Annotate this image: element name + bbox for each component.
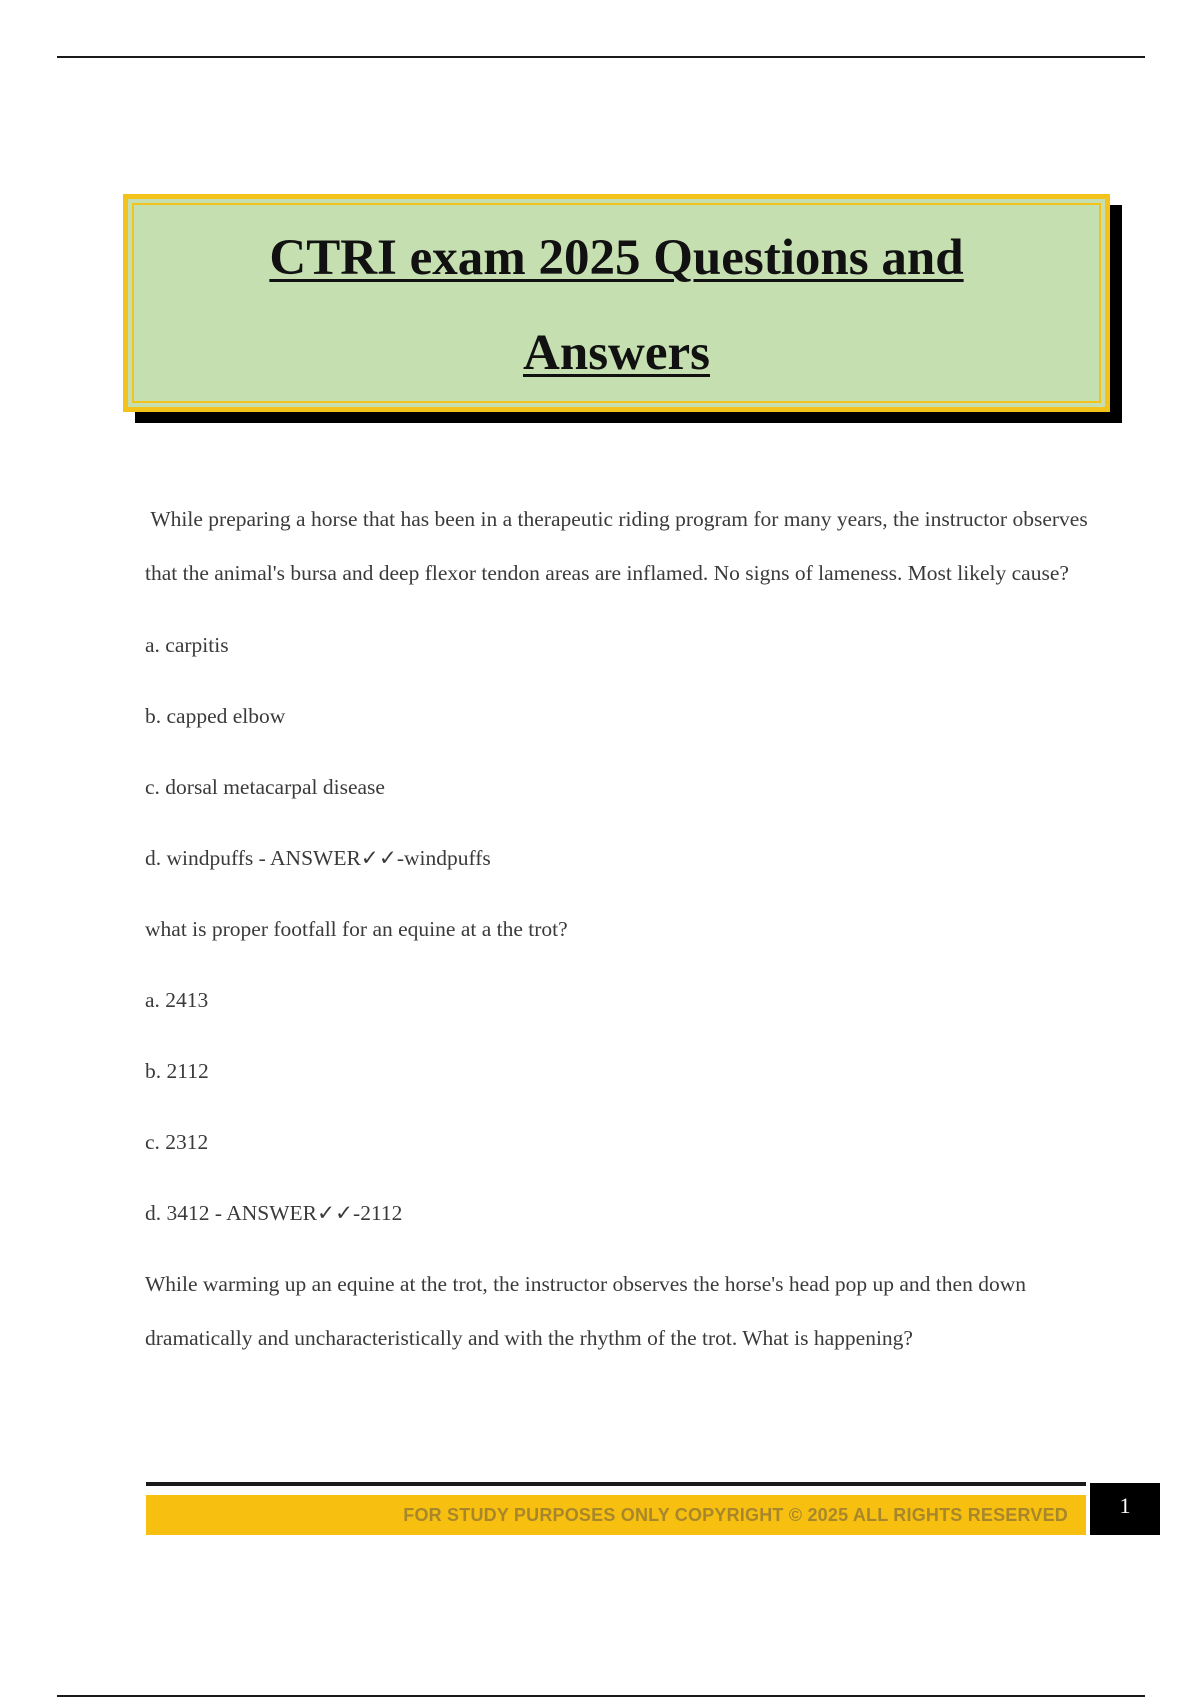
answer-option-with-key: d. 3412 - ANSWER✓✓-2112 — [145, 1201, 403, 1225]
answer-option: c. dorsal metacarpal disease — [145, 775, 385, 799]
question-list — [145, 492, 1095, 1365]
page-number: 1 — [1090, 1483, 1160, 1535]
answer-option: b. 2112 — [145, 1059, 209, 1083]
title-line-1: CTRI exam 2025 Questions and — [269, 230, 964, 286]
question-text: what is proper footfall for an equine at a the trot? — [145, 917, 568, 941]
answer-option: c. 2312 — [145, 1130, 209, 1154]
question-block-3 — [145, 1257, 1095, 1365]
question-text: While warming up an equine at the trot, the instructor observes the horse's head pop up and then down dramatically and uncharacteristically and with the rhythm of the trot. What is happening? — [145, 1272, 1026, 1350]
footer-rule — [146, 1482, 1086, 1486]
answer-option-with-key: d. windpuffs - ANSWER✓✓-windpuffs — [145, 846, 491, 870]
question-block-2 — [145, 902, 1095, 1240]
title-box — [123, 194, 1110, 412]
document-title — [128, 211, 1105, 401]
answer-option: b. capped elbow — [145, 704, 286, 728]
bottom-rule — [57, 1695, 1145, 1697]
top-rule — [57, 56, 1145, 58]
question-text: While preparing a horse that has been in a therapeutic riding program for many years, the instructor observes that the animal's bursa and deep flexor tendon areas are inflamed. No signs of lameness. Most likely cause? — [145, 507, 1094, 585]
answer-option: a. 2413 — [145, 988, 209, 1012]
title-line-2: Answers — [523, 325, 710, 381]
question-block-1 — [145, 492, 1095, 885]
footer-bar — [146, 1495, 1086, 1535]
answer-option: a. carpitis — [145, 633, 229, 657]
copyright-notice: FOR STUDY PURPOSES ONLY COPYRIGHT © 2025 ALL RIGHTS RESERVED — [403, 1505, 1068, 1525]
